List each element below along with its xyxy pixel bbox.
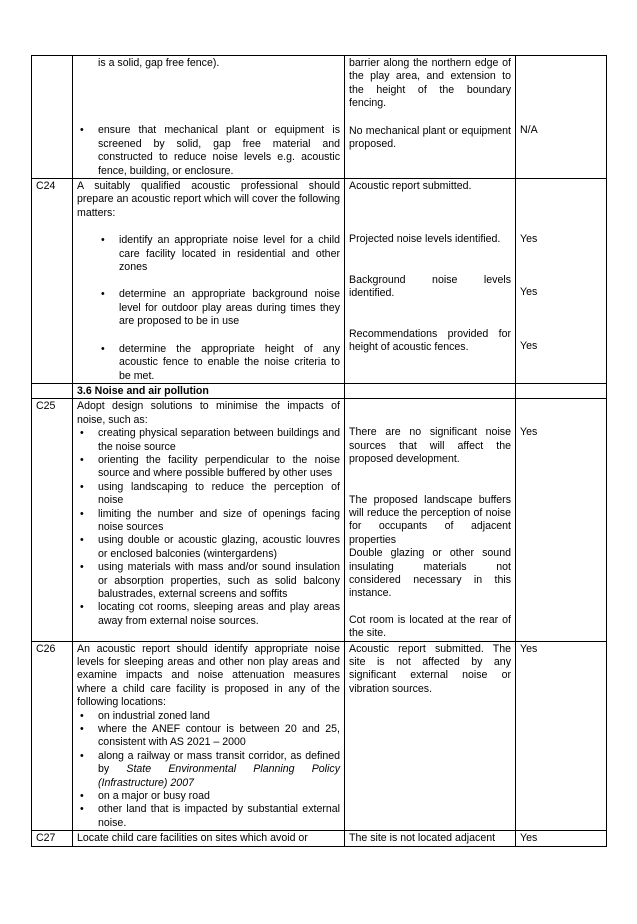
table-row: [32, 831, 607, 846]
list-item: • determine an appropriate background noise level for outdoor play areas during times they are proposed to be in use: [77, 288, 340, 328]
response-cell: The site is not located adjacent: [345, 831, 516, 846]
list-item: • where the ANEF contour is between 20 and 25, consistent with AS 2021 – 2000: [77, 723, 340, 750]
list-item: • using double or acoustic glazing, acoustic louvres or enclosed balconies (wintergardens): [77, 534, 340, 561]
section-heading: 3.6 Noise and air pollution: [73, 383, 345, 398]
list-item: • locating cot rooms, sleeping areas and play areas away from external noise sources.: [77, 601, 340, 628]
list-item: [77, 57, 340, 70]
response-cell: [345, 56, 516, 179]
table-row: [32, 399, 607, 641]
control-id-cell: [32, 56, 73, 179]
response-text: Acoustic report submitted. The site is not affected by any significant external noise or vibration sources.: [349, 642, 511, 695]
list-item: [77, 124, 340, 178]
control-id-cell: C26: [32, 641, 73, 831]
response-text: Double glazing or other sound insulating materials not considered necessary in this instance.: [349, 547, 511, 600]
compliance-cell: [516, 179, 607, 384]
policy-name: State Environmental Planning Policy (Infrastructure) 2007: [98, 763, 340, 789]
control-text-cell: [73, 399, 345, 641]
compliance-cell: [516, 641, 607, 831]
table-row: [32, 179, 607, 384]
list-item-text: ensure that mechanical plant or equipment is screened by solid, gap free material and constructed to reduce noise levels e.g. acoustic fence, building, or enclosure.: [98, 124, 340, 177]
table-row: [32, 383, 607, 398]
list-item: • other land that is impacted by substantial external noise.: [77, 803, 340, 830]
list-item: • creating physical separation between buildings and the noise source: [77, 427, 340, 454]
compliance-cell: [516, 56, 607, 179]
compliance-cell: [516, 383, 607, 398]
compliance-value: Yes: [520, 339, 538, 352]
compliance-cell: [516, 399, 607, 641]
list-item: • determine the appropriate height of any acoustic fence to enable the noise criteria to be met.: [77, 343, 340, 383]
response-text: Projected noise levels identified.: [349, 233, 501, 246]
response-cell: [345, 383, 516, 398]
list-item: • orienting the facility perpendicular to the noise source and where possible buffered by other uses: [77, 454, 340, 481]
table-row: [32, 56, 607, 179]
list-item: • identify an appropriate noise level for a child care facility located in residential and other zones: [77, 234, 340, 274]
list-item-text: is a solid, gap free fence).: [98, 57, 220, 69]
list-item: • on industrial zoned land: [77, 710, 340, 723]
response-text: The proposed landscape buffers will reduce the perception of noise for occupants of adjacent properties: [349, 493, 511, 546]
control-id-cell: C25: [32, 399, 73, 641]
list-item: • using landscaping to reduce the perception of noise: [77, 481, 340, 508]
control-intro: An acoustic report should identify appropriate noise levels for sleeping areas and other non play areas and examine impacts and noise attenuation measures where a child care facility is proposed in any of the following locations:: [77, 642, 340, 709]
response-text: Background noise levels identified.: [349, 273, 511, 300]
control-id-cell: [32, 383, 73, 398]
compliance-value: Yes: [520, 233, 538, 246]
compliance-value: Yes: [520, 286, 538, 299]
compliance-cell: Yes: [516, 831, 607, 846]
response-text: There are no significant noise sources that will affect the proposed development.: [349, 426, 511, 466]
list-item: • limiting the number and size of openings facing noise sources: [77, 508, 340, 535]
control-intro: A suitably qualified acoustic professional should prepare an acoustic report which will cover the following matters:: [77, 180, 340, 219]
compliance-value: Yes: [520, 426, 538, 439]
control-intro: Adopt design solutions to minimise the impacts of noise, such as:: [77, 400, 340, 426]
list-item-text: along a railway or mass transit corridor, as defined by: [98, 749, 340, 776]
compliance-table: [31, 55, 607, 847]
response-text: Recommendations provided for height of acoustic fences.: [349, 327, 511, 354]
response-text: Cot room is located at the rear of the site.: [349, 613, 511, 640]
list-item: [77, 750, 340, 790]
table-row: [32, 641, 607, 831]
response-cell: [345, 179, 516, 384]
compliance-value: N/A: [520, 124, 538, 136]
response-cell: [345, 641, 516, 831]
control-text-cell: [73, 179, 345, 384]
control-text-cell: [73, 56, 345, 179]
response-text: barrier along the northern edge of the play area, and extension to the height of the boundary fencing.: [349, 57, 511, 110]
response-text: Acoustic report submitted.: [349, 180, 472, 193]
control-text-cell: [73, 641, 345, 831]
compliance-value: Yes: [520, 642, 538, 655]
control-id-cell: C24: [32, 179, 73, 384]
list-item: • on a major or busy road: [77, 790, 340, 803]
control-text-cell: Locate child care facilities on sites which avoid or: [73, 831, 345, 846]
list-item: • using materials with mass and/or sound insulation or absorption properties, such as solid balcony balustrades, external screens and soffits: [77, 561, 340, 601]
control-id-cell: C27: [32, 831, 73, 846]
response-text: No mechanical plant or equipment proposed.: [349, 124, 511, 151]
response-cell: [345, 399, 516, 641]
